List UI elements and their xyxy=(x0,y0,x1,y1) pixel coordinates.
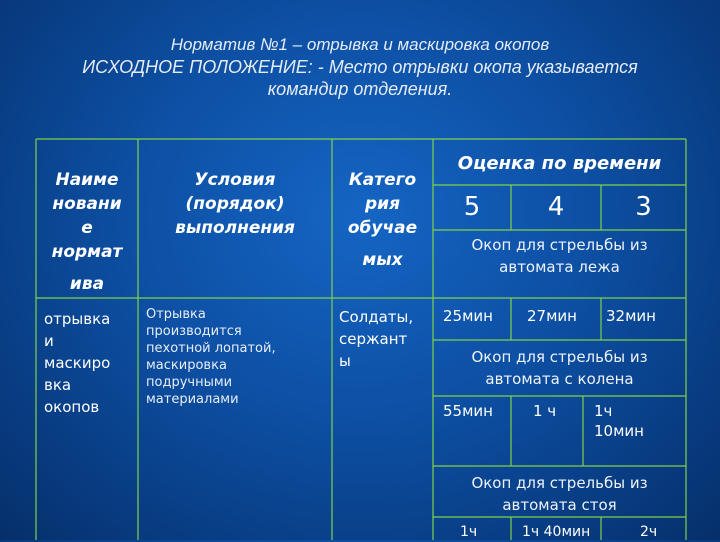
row-conditions-line: производится xyxy=(146,324,242,339)
time-kneeling-5: 55мин xyxy=(443,402,493,420)
header-conditions xyxy=(140,168,330,240)
row-conditions-line: материалами xyxy=(146,392,239,407)
title-line-3: командир отделения. xyxy=(267,79,453,99)
header-conditions-line: Условия xyxy=(194,170,276,190)
row-category-line: Солдаты, xyxy=(339,308,414,326)
time-prone-5: 25мин xyxy=(443,307,493,325)
header-name-line: Наиме xyxy=(55,170,119,190)
slide-title xyxy=(0,34,720,100)
time-standing-3: 2ч xyxy=(640,524,658,540)
position-label-kneeling xyxy=(433,346,686,390)
grade-5: 5 xyxy=(463,192,481,222)
row-name xyxy=(44,308,136,418)
time-kneeling-3: 1ч 10мин xyxy=(594,402,644,440)
row-category-line: сержант xyxy=(339,330,408,348)
header-conditions-line: выполнения xyxy=(175,218,295,238)
row-conditions xyxy=(146,306,330,408)
position-label-prone xyxy=(433,234,686,278)
row-name-line: и xyxy=(44,332,54,350)
row-conditions-line: пехотной лопатой, xyxy=(146,341,276,356)
header-name-line: нормат xyxy=(51,242,123,262)
header-category-line: мых xyxy=(362,250,403,270)
grade-3: 3 xyxy=(635,192,652,222)
row-name-line: отрывка xyxy=(44,310,111,328)
position-label-line: автомата стоя xyxy=(502,496,617,514)
row-conditions-line: подручными xyxy=(146,375,233,390)
row-name-line: вка xyxy=(44,376,72,394)
header-conditions-line: (порядок) xyxy=(185,194,285,214)
header-category xyxy=(334,168,431,272)
row-conditions-line: маскировка xyxy=(146,358,227,373)
position-label-standing xyxy=(433,472,686,516)
title-line-1: Норматив №1 – отрывка и маскировка окопов xyxy=(170,35,550,54)
row-name-line: маскиро xyxy=(44,354,111,372)
time-standing-4: 1ч 40мин xyxy=(522,524,591,540)
position-label-line: автомата лежа xyxy=(499,258,620,276)
time-standing-5: 1ч xyxy=(460,524,478,540)
header-category-line: обучае xyxy=(347,218,418,238)
row-category xyxy=(339,306,431,372)
header-category-line: Катего xyxy=(348,170,417,190)
position-label-line: Окоп для стрельбы из xyxy=(471,348,648,366)
grade-4: 4 xyxy=(547,192,565,222)
header-name-line: ива xyxy=(69,274,105,294)
position-label-line: Окоп для стрельбы из xyxy=(471,236,648,254)
time-kneeling-4: 1 ч xyxy=(533,402,557,420)
time-prone-3: 32мин xyxy=(606,307,656,325)
header-name-line: новани xyxy=(52,194,122,214)
header-evaluation: Оценка по времени xyxy=(457,153,662,174)
header-category-line: рия xyxy=(365,194,400,214)
header-name-line: е xyxy=(81,218,93,238)
position-label-line: автомата с колена xyxy=(485,370,634,388)
row-conditions-line: Отрывка xyxy=(146,307,206,322)
time-prone-4: 27мин xyxy=(527,307,577,325)
row-category-line: ы xyxy=(339,352,351,370)
position-label-line: Окоп для стрельбы из xyxy=(471,474,648,492)
row-name-line: окопов xyxy=(44,398,100,416)
header-name xyxy=(38,168,136,296)
title-line-2: ИСХОДНОЕ ПОЛОЖЕНИЕ: - Место отрывки окопа указывается xyxy=(82,57,638,77)
